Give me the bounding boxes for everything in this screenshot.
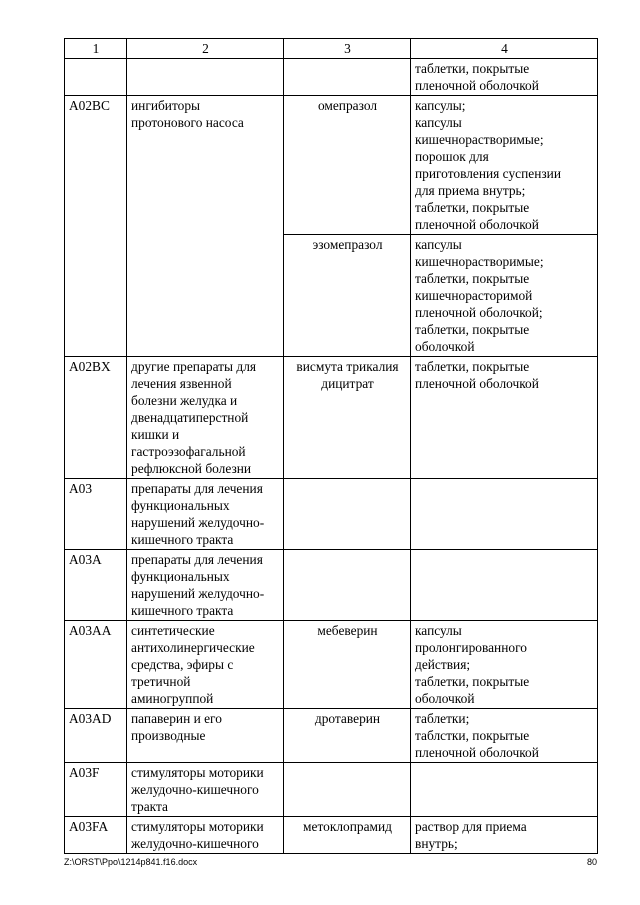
cell-text-line: производные <box>131 728 206 743</box>
cell-text-line: дицитрат <box>321 376 374 391</box>
group-cell <box>127 550 284 621</box>
cell-text-line: функциональных <box>131 498 230 513</box>
code-cell <box>65 59 127 96</box>
cell-text-line: средства, эфиры с <box>131 657 234 672</box>
table-row <box>65 59 598 96</box>
cell-text-line: таблетки, покрытые <box>415 359 530 374</box>
cell-text-line: пленочной оболочкой <box>415 78 539 93</box>
cell-text-line: раствор для приема <box>415 819 527 834</box>
cell-text-line: функциональных <box>131 569 230 584</box>
cell-text-line: другие препараты для <box>131 359 257 374</box>
cell-text-line: протонового насоса <box>131 115 244 130</box>
cell-text-line: таблетки, покрытые <box>415 322 530 337</box>
cell-text-line: капсулы <box>415 237 462 252</box>
cell-text-line: капсулы <box>415 115 462 130</box>
table-row <box>65 709 598 763</box>
substance-cell <box>284 235 411 357</box>
form-cell <box>411 59 598 96</box>
cell-text-line: A03F <box>69 765 100 780</box>
cell-text-line: тракта <box>131 799 168 814</box>
substance-cell <box>284 763 411 817</box>
cell-text-line: таблетки, покрытые <box>415 61 530 76</box>
substance-cell <box>284 817 411 854</box>
group-cell <box>127 59 284 96</box>
cell-text-line: пленочной оболочкой <box>415 217 539 232</box>
drug-table <box>64 38 598 854</box>
cell-text-line: действия; <box>415 657 471 672</box>
cell-text-line: пленочной оболочкой; <box>415 305 543 320</box>
substance-cell <box>284 709 411 763</box>
form-cell <box>411 621 598 709</box>
cell-text-line: кишечнорасторимой <box>415 288 533 303</box>
cell-text-line: A03AA <box>69 623 112 638</box>
form-cell <box>411 763 598 817</box>
group-cell <box>127 709 284 763</box>
cell-text-line: кишечного тракта <box>131 532 234 547</box>
page-number: 80 <box>586 857 597 867</box>
header-cell-2: 2 <box>127 39 284 59</box>
cell-text-line: висмута трикалия <box>296 359 399 374</box>
table-row <box>65 357 598 479</box>
cell-text-line: метоклопрамид <box>303 819 392 834</box>
code-cell <box>65 96 127 357</box>
cell-text-line: гастроэзофагальной <box>131 444 246 459</box>
cell-text-line: болезни желудка и <box>131 393 238 408</box>
table-row <box>65 479 598 550</box>
cell-text-line: таблетки, покрытые <box>415 271 530 286</box>
header-cell-4: 4 <box>411 39 598 59</box>
cell-text-line: таблетки, покрытые <box>415 674 530 689</box>
form-cell <box>411 550 598 621</box>
table-row <box>65 763 598 817</box>
cell-text-line: нарушений желудочно- <box>131 515 265 530</box>
cell-text-line: нарушений желудочно- <box>131 586 265 601</box>
cell-text-line: пленочной оболочкой <box>415 376 539 391</box>
cell-text-line: порошок для <box>415 149 489 164</box>
cell-text-line: пленочной оболочкой <box>415 745 539 760</box>
cell-text-line: эзомепразол <box>312 237 383 252</box>
header-row <box>65 39 598 59</box>
cell-text-line: A03AD <box>69 711 112 726</box>
cell-text-line: для приема внутрь; <box>415 183 526 198</box>
code-cell <box>65 550 127 621</box>
code-cell <box>65 817 127 854</box>
cell-text-line: оболочкой <box>415 339 475 354</box>
code-cell <box>65 763 127 817</box>
form-cell <box>411 709 598 763</box>
cell-text-line: оболочкой <box>415 691 475 706</box>
cell-text-line: дротаверин <box>314 711 381 726</box>
code-cell <box>65 709 127 763</box>
substance-cell <box>284 479 411 550</box>
form-cell <box>411 235 598 357</box>
cell-text-line: препараты для лечения <box>131 481 263 496</box>
header-cell-3: 3 <box>284 39 411 59</box>
cell-text-line: аминогруппой <box>131 691 214 706</box>
table-row <box>65 96 598 235</box>
cell-text-line: пролонгированного <box>415 640 527 655</box>
cell-text-line: стимуляторы моторики <box>131 819 264 834</box>
file-path: Z:\ORST\Ppo\1214p841.f16.docx <box>64 857 198 867</box>
cell-text-line: препараты для лечения <box>131 552 263 567</box>
cell-text-line: A03 <box>69 481 93 496</box>
code-cell <box>65 479 127 550</box>
cell-text-line: внутрь; <box>415 836 458 851</box>
substance-cell <box>284 550 411 621</box>
cell-text-line: таблетки; <box>415 711 470 726</box>
cell-text-line: кишечнорастворимые; <box>415 254 544 269</box>
cell-text-line: синтетические <box>131 623 215 638</box>
substance-cell <box>284 357 411 479</box>
cell-text-line: таблетки, покрытые <box>415 200 530 215</box>
form-cell <box>411 817 598 854</box>
substance-cell <box>284 96 411 235</box>
group-cell <box>127 817 284 854</box>
group-cell <box>127 96 284 357</box>
table-body <box>65 39 598 854</box>
group-cell <box>127 357 284 479</box>
cell-text-line: папаверин и его <box>131 711 222 726</box>
cell-text-line: приготовления суспензии <box>415 166 561 181</box>
form-cell <box>411 96 598 235</box>
group-cell <box>127 621 284 709</box>
cell-text-line: ингибиторы <box>131 98 201 113</box>
cell-text-line: кишечного тракта <box>131 603 234 618</box>
table-row <box>65 550 598 621</box>
group-cell <box>127 763 284 817</box>
table-row <box>65 621 598 709</box>
table-row <box>65 817 598 854</box>
cell-text-line: желудочно-кишечного <box>131 782 259 797</box>
cell-text-line: желудочно-кишечного <box>131 836 259 851</box>
cell-text-line: мебеверин <box>317 623 378 638</box>
cell-text-line: A03A <box>69 552 102 567</box>
cell-text-line: рефлюксной болезни <box>131 461 252 476</box>
group-cell <box>127 479 284 550</box>
cell-text-line: капсулы <box>415 623 462 638</box>
form-cell <box>411 357 598 479</box>
cell-text-line: кишки и <box>131 427 180 442</box>
cell-text-line: капсулы; <box>415 98 466 113</box>
cell-text-line: A02BC <box>69 98 110 113</box>
cell-text-line: A02BX <box>69 359 111 374</box>
cell-text-line: антихолинергические <box>131 640 255 655</box>
cell-text-line: двенадцатиперстной <box>131 410 249 425</box>
cell-text-line: лечения язвенной <box>131 376 232 391</box>
code-cell <box>65 621 127 709</box>
cell-text-line: кишечнорастворимые; <box>415 132 544 147</box>
substance-cell <box>284 621 411 709</box>
code-cell <box>65 357 127 479</box>
substance-cell <box>284 59 411 96</box>
form-cell <box>411 479 598 550</box>
header-cell-1: 1 <box>65 39 127 59</box>
cell-text-line: стимуляторы моторики <box>131 765 264 780</box>
cell-text-line: таблстки, покрытые <box>415 728 530 743</box>
cell-text-line: третичной <box>131 674 191 689</box>
cell-text-line: омепразол <box>317 98 378 113</box>
cell-text-line: A03FA <box>69 819 109 834</box>
